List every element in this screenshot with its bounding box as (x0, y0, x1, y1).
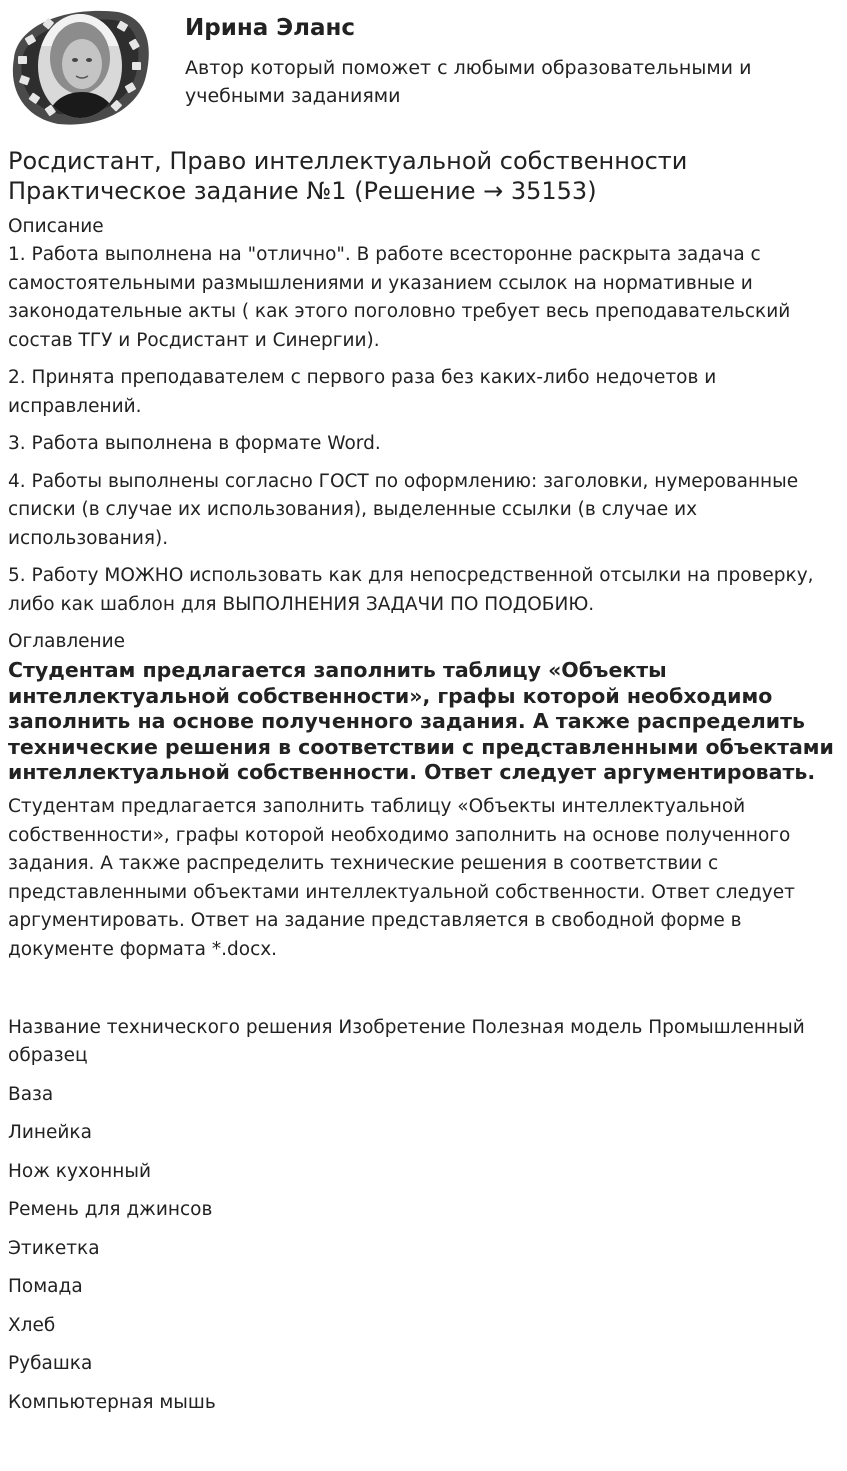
description-label: Описание (8, 216, 104, 237)
document-content (8, 146, 840, 1427)
description-item: 3. Работа выполнена в формате Word. (8, 433, 381, 454)
table-header: Название технического решения Изобретение Полезная модель Промышленный образец (8, 1016, 805, 1067)
table-item: Этикетка (8, 1237, 100, 1259)
description-item: 1. Работа выполнена на "отлично". В работе всесторонне раскрыта задача с самостоятельными размышлениями и указанием ссылок на нормативные и законодательные акты ( как этого поголовно требует весь преподавательский состав ТГУ и Росдистант и Синергии). (8, 244, 791, 351)
table-item: Ремень для джинсов (8, 1199, 213, 1221)
toc-label: Оглавление (8, 631, 126, 652)
author-block (8, 6, 838, 128)
document-title-line2: Практическое задание №1 (Решение → 35153) (8, 177, 597, 205)
document-title (8, 146, 840, 206)
table-item: Ваза (8, 1083, 54, 1105)
table-item: Линейка (8, 1122, 92, 1144)
author-description: Автор который поможет с любыми образовательными и учебными заданиями (185, 57, 752, 107)
task-heading: Студентам предлагается заполнить таблицу «Объекты интеллектуальной собственности», графы которой необходимо заполнить на основе полученного задания. А также распределить технические решения в соответствии с представленными объектами интеллектуальной собственности. Ответ следует аргументировать. (8, 658, 834, 785)
table-item: Помада (8, 1276, 83, 1298)
author-avatar (8, 6, 150, 128)
description-item: 4. Работы выполнены согласно ГОСТ по оформлению: заголовки, нумерованные списки (в случае их использования), выделенные ссылки (в случае их использования). (8, 470, 799, 549)
table-item: Компьютерная мышь (8, 1391, 216, 1413)
spacer (8, 965, 840, 1014)
task-text: Студентам предлагается заполнить таблицу «Объекты интеллектуальной собственности», графы которой необходимо заполнить на основе полученного задания. А также распределить технические решения в соответствии с представленными объектами интеллектуальной собственности. Ответ следует аргументировать. Ответ на задание представляется в свободной форме в документе формата *.docx. (8, 795, 795, 960)
description-item: 2. Принята преподавателем с первого раза без каких-либо недочетов и исправлений. (8, 367, 717, 417)
table-item: Рубашка (8, 1353, 93, 1375)
table-item: Хлеб (8, 1314, 56, 1336)
table-item: Нож кухонный (8, 1160, 151, 1182)
author-name: Ирина Эланс (185, 15, 356, 41)
document-title-line1: Росдистант, Право интеллектуальной собственности (8, 147, 688, 175)
description-item: 5. Работу МОЖНО использовать как для непосредственной отсылки на проверку, либо как шаблон для ВЫПОЛНЕНИЯ ЗАДАЧИ ПО ПОДОБИЮ. (8, 565, 814, 615)
